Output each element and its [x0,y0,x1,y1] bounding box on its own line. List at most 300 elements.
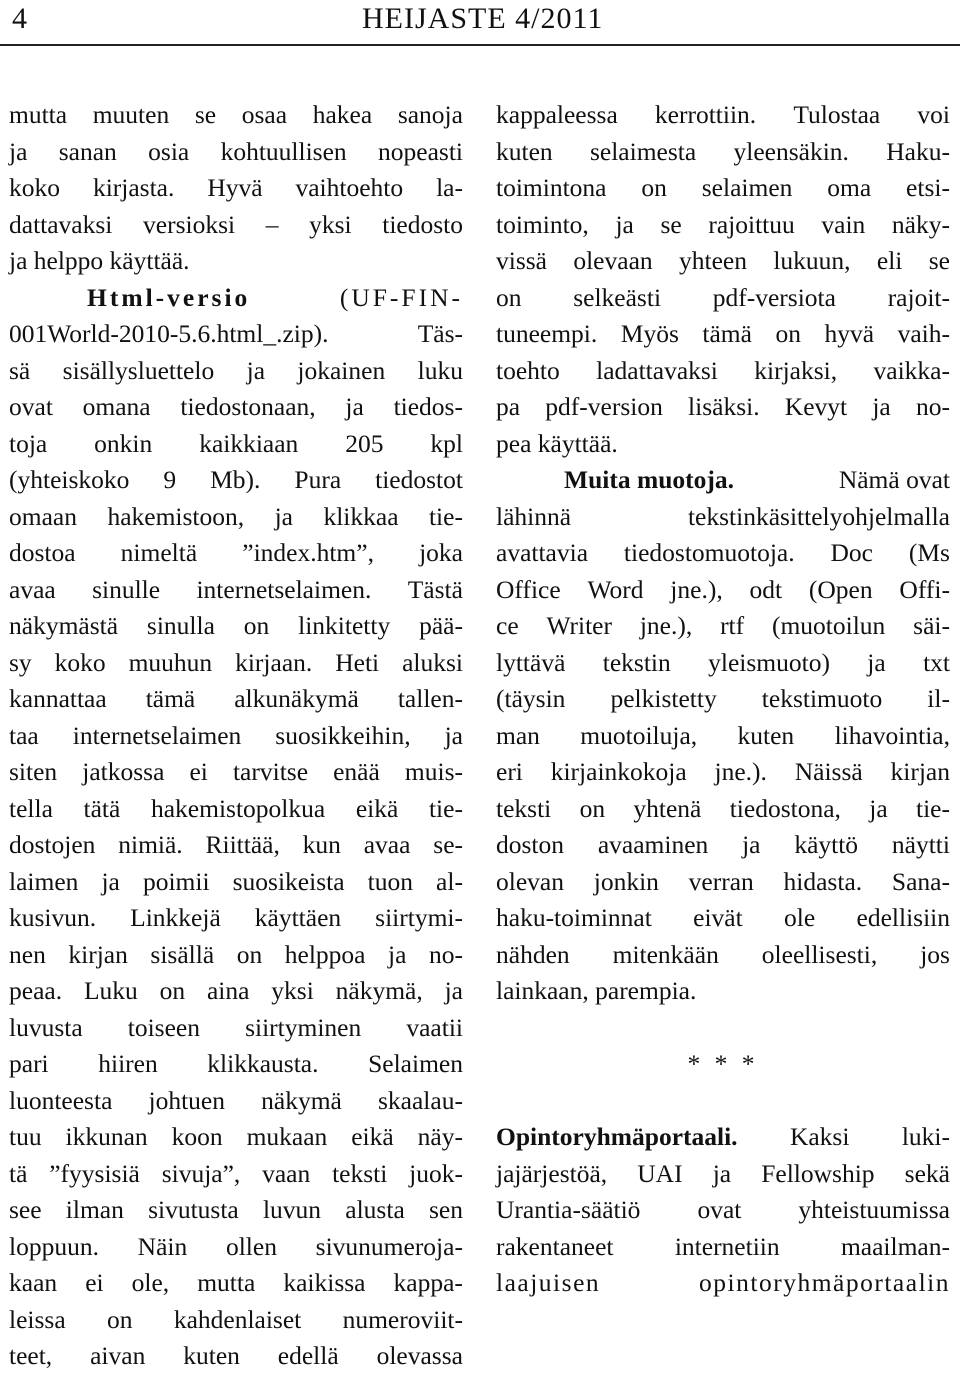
word: jne.). [714,757,767,786]
word: ei [189,757,208,786]
word: Office [496,574,561,604]
word: oma [827,173,872,202]
word: toimintona [496,173,607,202]
word: näkymä [261,1085,342,1115]
word: toiseen [127,1012,200,1042]
word: teksti [496,793,552,823]
word: Näin [137,1231,188,1261]
word: siten [9,757,58,786]
word: internetselaimen. [196,574,372,604]
word: koko [9,173,60,202]
word: leissa [9,1304,66,1334]
word: kirjan [890,757,950,786]
word: ja [867,647,886,677]
word: kaikkiaan [199,428,299,458]
word: kusivun. [9,903,97,932]
word: Linkkejä [130,903,221,932]
word: lisäksi. [688,392,760,421]
word: kuten [183,1341,240,1370]
word: poimii [142,866,210,896]
word: verran [688,866,754,896]
word: se [928,246,950,275]
word: vaatii [406,1012,463,1042]
word: yleensäkin. [733,136,849,166]
word: juok- [409,1158,463,1188]
word: näkymä, [335,976,423,1005]
word: Word [587,574,644,604]
word: tella [9,793,53,823]
text-line [496,791,950,828]
word: on [159,976,186,1005]
text-line [9,353,463,390]
word: aivan [90,1341,146,1370]
text-line [496,389,950,426]
word: on [106,1304,133,1334]
word: vaikka- [873,355,950,385]
word: tiedostot [375,465,463,494]
word: no- [428,939,463,969]
word: alusta [345,1195,405,1224]
word: 001World-2010-5.6.html_.zip). [9,319,329,348]
word: ”index.htm”, [242,538,374,567]
word: toehto [496,355,560,385]
word: muuhun [128,647,213,677]
word: Offi- [899,574,950,604]
word: siirtyminen [245,1012,362,1042]
word: sanan [58,136,117,166]
word: luki- [901,1122,950,1151]
word: sä [9,355,31,385]
word: Mb). [210,465,261,494]
word: osaa [241,100,288,129]
text-line [9,973,463,1010]
word: etsi- [906,173,950,202]
word: ilman [65,1195,124,1224]
word: klikkaa [323,501,399,531]
text-line [9,681,463,718]
word: tuon [367,866,413,896]
word: toja [9,428,48,458]
word: hakea [312,100,373,129]
word: yksi [309,209,352,239]
text-line [9,1046,463,1083]
word: ei [85,1268,104,1297]
word: dostojen [9,830,96,859]
word: ja [615,209,634,239]
word: 205 [345,428,384,458]
text-line [9,754,463,791]
word: dattavaksi [9,209,113,239]
word: lukuun, [773,246,851,275]
word: sen [428,1195,463,1224]
word: helppoa [284,939,366,969]
word: kannattaa [9,684,107,713]
word: alkunäkymä [234,684,359,713]
word: peaa. [9,976,63,1005]
word: tiedostomuotoja. [623,538,795,567]
word: hiiren [98,1049,158,1078]
blank-line [496,1083,950,1120]
text-line [496,316,950,353]
word: siirtymi- [375,903,463,932]
word: avaa [363,830,411,859]
word: vaan [262,1158,311,1188]
word: aina [206,976,250,1005]
word: Myös [620,319,679,348]
text-line [496,1156,950,1193]
word: avaaminen [597,830,709,859]
word: kirjan [68,939,128,969]
word: yleismuoto) [708,647,830,677]
word: kappaleessa [496,100,618,129]
word: käyttäen [254,903,342,932]
word: ja [712,1158,732,1188]
word: Kaksi [789,1122,850,1151]
word: yksi [271,976,314,1005]
word: voi [917,100,950,129]
word: (Ms [908,538,950,567]
word: Haku- [886,136,950,166]
word: on [236,939,263,969]
word: pelkistetty [610,684,717,713]
word: se- [433,830,463,859]
text-line [9,1338,463,1375]
word: Heti [335,647,380,677]
text-line [496,535,950,572]
word: tie- [428,501,463,531]
word: jajärjestöä, [496,1158,608,1188]
word: klikkausta. [207,1049,319,1078]
word: sanoja [397,100,463,129]
portal-heading-line [496,1119,950,1156]
word: ole [784,903,816,932]
word: ja [274,501,293,531]
word: nen [9,939,46,969]
word: eikä [355,793,399,823]
publication-title: HEIJASTE 4/2011 [362,2,604,35]
word: selaimen [701,173,793,202]
word: koon [171,1122,223,1151]
word: teksti [332,1158,388,1188]
text-line [496,645,950,682]
word: odt [749,574,783,604]
text-line [496,718,950,755]
word: versioksi [143,209,236,239]
word: ”fyysisiä [49,1158,140,1188]
text-line [9,170,463,207]
word: muis- [404,757,463,786]
word: ja [246,355,266,385]
word: UAI [637,1158,683,1188]
text-line [9,243,463,280]
word: loppuun. [9,1231,99,1261]
word: lainkaan, parempia. [496,976,697,1005]
word: osia [148,136,190,166]
word: Urantia-säätiö [496,1195,641,1224]
word: eikä [351,1122,394,1151]
word: sivutusta [148,1195,239,1224]
word: al- [436,866,463,896]
word: kaan [9,1268,58,1297]
word: sekä [904,1158,950,1188]
text-line [496,426,950,463]
word: doston [496,830,565,859]
text-line [9,864,463,901]
word: Kevyt [784,392,848,421]
text-line [9,426,463,463]
word: Hyvä [207,173,263,202]
word: sisällä [150,939,215,969]
word: jatkossa [82,757,165,786]
word: Näissä [794,757,863,786]
text-line [496,608,950,645]
text-line [9,499,463,536]
text-line [9,389,463,426]
word: vaih- [897,319,950,348]
word: muotoiluja, [580,720,698,750]
word: edellä [277,1341,339,1370]
word: jne.), [639,611,693,640]
word: (muotoilun [771,611,886,640]
text-line [9,900,463,937]
blank-line [496,1010,950,1047]
word: tä [9,1158,28,1188]
muita-muotoja-heading: Muita muotoja. [564,465,734,494]
word: teet, [9,1341,53,1370]
word: koko [54,647,106,677]
word: ollen [225,1231,277,1261]
word: ja [9,136,28,166]
word: tämä [702,319,752,348]
word: kirjaan. [235,647,313,677]
word: jokainen [297,355,386,385]
word: kerrottiin. [654,100,757,129]
text-line [9,134,463,171]
word: – [265,209,279,239]
text-line [9,535,463,572]
word: kuten [737,720,795,750]
muita-muotoja-line [496,462,950,499]
word: ja [101,866,120,896]
text-line [496,900,950,937]
text-line [9,316,463,353]
word: skaalau- [378,1085,463,1115]
page-number: 4 [12,2,27,35]
word: 9 [163,465,177,494]
word: la- [436,173,463,202]
word: internetiin [674,1231,780,1261]
word: olevassa [376,1341,463,1370]
word: laajuisen [496,1268,601,1297]
page-header [0,0,960,46]
text-line [9,1010,463,1047]
word: avaa [9,574,56,604]
text-line [9,718,463,755]
word: hakemistoon, [107,501,245,531]
text-line [9,827,463,864]
word: opintoryhmäportaalin [699,1268,950,1297]
text-line [9,645,463,682]
word: kirjainkokoja [550,757,687,786]
word: man [496,720,540,750]
word: sisällysluettelo [62,355,215,385]
word: suosikkeihin, [275,720,411,750]
word: suosikeista [232,866,345,896]
word: nimeltä [120,538,198,567]
text-line [496,572,950,609]
word: muuten [92,100,170,129]
text-line [496,97,950,134]
word: se [194,100,217,129]
text-line [496,973,950,1010]
word: yhteen [678,246,747,275]
word: tallen- [397,684,463,713]
word: Täs- [417,319,463,348]
word: eri [496,757,523,786]
word: on [243,611,270,640]
word: sivuja”, [161,1158,241,1188]
word: näy- [417,1122,463,1151]
left-column [9,97,463,1375]
word: tie- [428,793,463,823]
word: il- [927,684,950,713]
separator-asterisks: * * * [687,1049,759,1078]
word: pa [496,392,521,421]
word: txt [923,647,950,677]
word: yhtenä [633,793,702,823]
word: lyttävä [496,647,566,677]
word: ole, [131,1268,170,1297]
word: internetselaimen [72,720,242,750]
word: Luku [83,976,138,1005]
word: vain [821,209,866,239]
word: on [775,319,801,348]
word: enää [333,757,380,786]
html-version-line [9,280,463,317]
text-line [9,572,463,609]
word: oleellisesti, [761,939,878,969]
text-line [496,864,950,901]
text-line [496,681,950,718]
word: luvusta [9,1012,83,1042]
word: onkin [94,428,153,458]
word: tie- [915,793,950,823]
word: eli [876,246,903,275]
word: omaan [9,501,77,531]
text-line [9,1156,463,1193]
word: tiedos- [393,392,463,421]
word: Nämä ovat [838,465,950,494]
word: Tästä [407,574,463,604]
word: ladattavaksi [596,355,718,385]
word: edellisiin [856,903,950,932]
word: tämä [145,684,196,713]
word: Sana- [891,866,950,896]
word: jonkin [593,866,659,896]
word: jne.), [670,574,723,604]
portal-heading: Opintoryhmäportaali. [496,1122,738,1151]
word: kuten [496,136,553,166]
text-line [496,353,950,390]
text-line [9,1119,463,1156]
word: tekstimuoto [761,684,883,713]
word: sinulle [92,574,161,604]
text-line [9,791,463,828]
word: vaihtoehto [295,173,404,202]
word: Doc [830,538,873,567]
word: Fellowship [761,1158,875,1188]
word: (täysin [496,684,566,713]
word: sy [9,647,32,677]
text-line [496,499,950,536]
word: tuneempi. [496,319,598,348]
word: selkeästi [573,282,662,312]
word: olevaan [573,246,653,275]
right-column [496,97,950,1302]
word: luonteesta [9,1085,113,1115]
word: taa [9,720,39,750]
html-version-heading: Html-versio [87,282,251,312]
word: linkitetty [298,611,391,640]
word: selaimesta [589,136,697,166]
word: tiedosto [382,209,463,239]
word: rakentaneet [496,1231,614,1261]
word: ovat [697,1195,742,1224]
word: numeroviit- [342,1304,463,1334]
word: vissä [496,246,547,275]
word: see [9,1195,42,1224]
word: rajoit- [887,282,950,312]
word: yhteistuumissa [798,1195,950,1224]
word: tarvitse [232,757,309,786]
word: nähden [496,939,570,969]
text-line [9,1192,463,1229]
text-line [9,1229,463,1266]
word: ovat [9,392,53,421]
word: sivunumeroja- [315,1231,463,1261]
word: johtuen [148,1085,226,1115]
word: kappa- [393,1268,463,1297]
word: tekstin [602,647,671,677]
word: (yhteiskoko [9,465,130,494]
word: omana [82,392,151,421]
word: hidasta. [783,866,863,896]
word: aluksi [402,647,463,677]
word: mutta [9,100,68,129]
word: pää- [419,611,463,640]
word: ja [742,830,761,859]
word: pdf-version [545,392,663,421]
word: Tulostaa [793,100,881,129]
word: on [496,282,522,312]
word: laimen [9,866,79,896]
word: ja [869,793,888,823]
word: kpl [430,428,463,458]
text-line [9,1302,463,1339]
word: näytti [891,830,950,859]
word: lähinnä [496,501,572,531]
text-line [496,170,950,207]
word: ce [496,611,519,640]
word: toiminto, [496,209,589,239]
word: rajoittuu [708,209,795,239]
word: näkymästä [9,611,119,640]
text-line [496,280,950,317]
word: kaikissa [283,1268,366,1297]
word: kirjaksi, [754,355,838,385]
word: nimiä. [118,830,183,859]
word: tuu [9,1122,42,1151]
